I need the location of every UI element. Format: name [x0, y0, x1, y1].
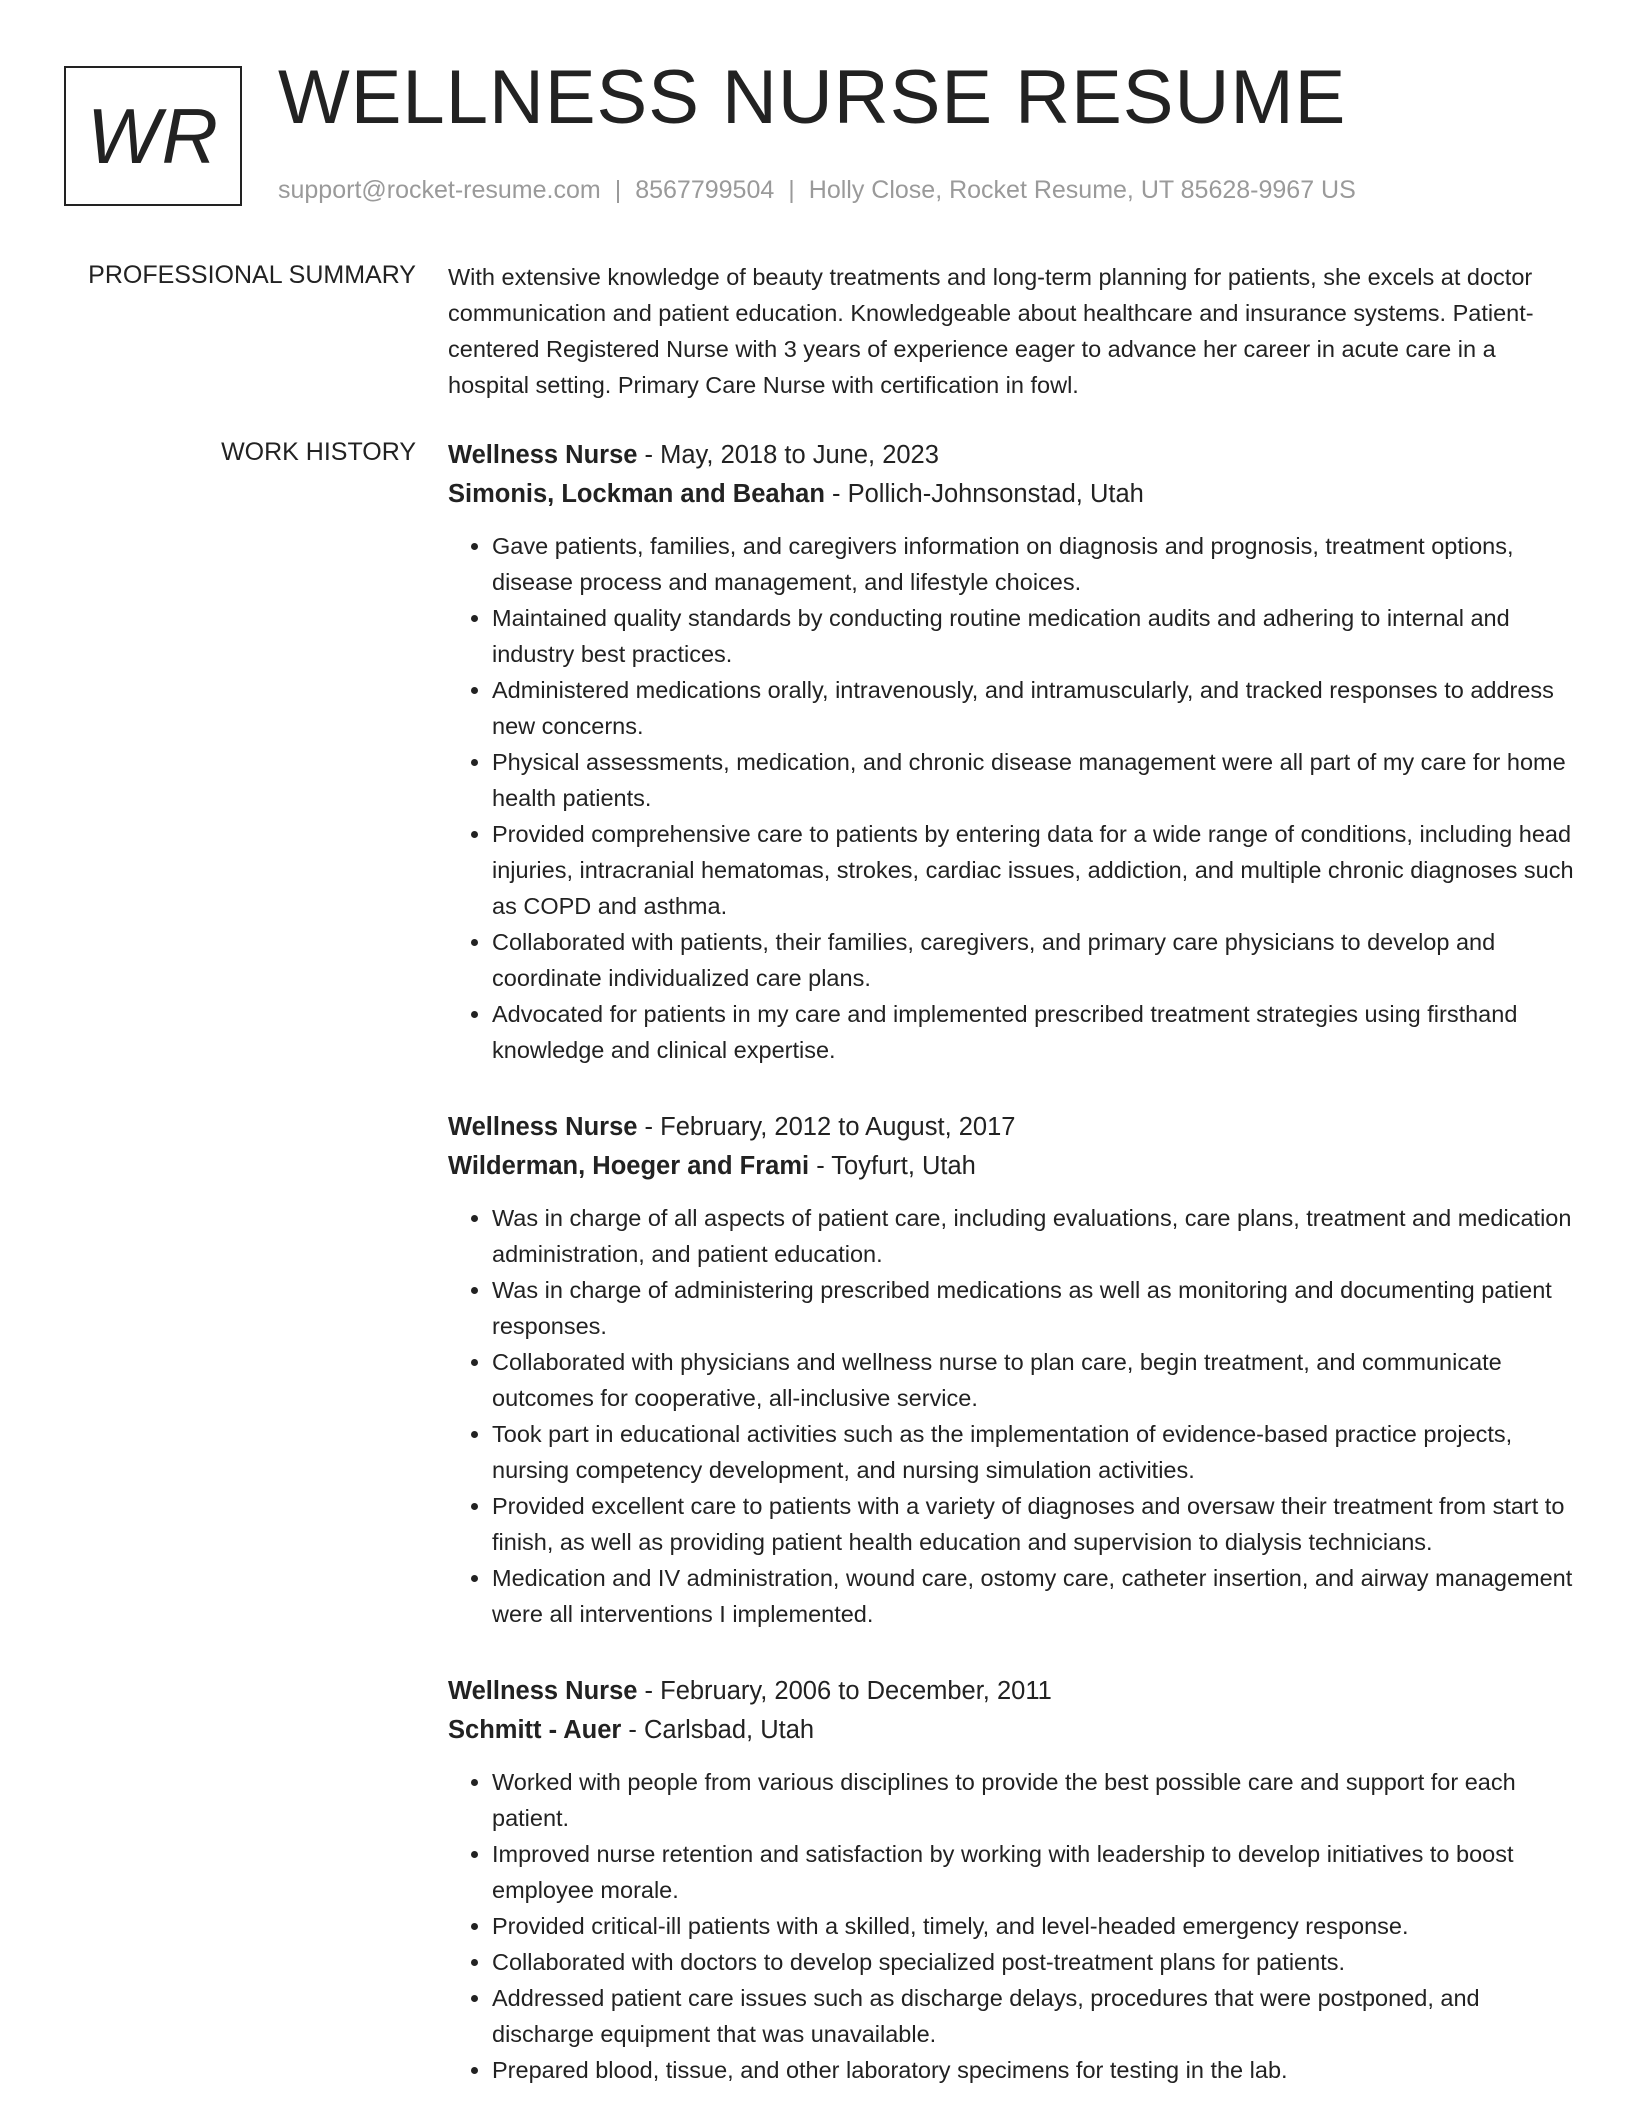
contact-phone[interactable]: 8567799504: [635, 176, 775, 204]
job-dates: - May, 2018 to June, 2023: [637, 441, 939, 469]
job-dates: - February, 2012 to August, 2017: [637, 1113, 1016, 1141]
job-company: Wilderman, Hoeger and Frami: [448, 1152, 810, 1180]
contact-address: Holly Close, Rocket Resume, UT 85628-9967 US: [808, 176, 1356, 204]
job-bullet: • Collaborated with doctors to develop specialized post-treatment plans for patients.: [492, 1944, 1578, 1980]
job-bullet: • Provided comprehensive care to patients by entering data for a wide range of conditions, including head injuries, intracranial hematomas, strokes, cardiac issues, addiction, and multiple chronic diagnoses such as COPD and asthma.: [492, 816, 1578, 924]
summary-text: With extensive knowledge of beauty treatments and long-term planning for patients, she excels at doctor communication and patient education. Knowledgeable about healthcare and insurance systems. Patient-centered Registered Nurse with 3 years of experience eager to advance her career in acute care in a hospital setting. Primary Care Nurse with certification in fowl.: [448, 264, 1534, 398]
work-history-section-label: WORK HISTORY: [221, 438, 416, 466]
job-title: Wellness Nurse: [448, 1113, 638, 1141]
job-bullet: • Was in charge of all aspects of patient care, including evaluations, care plans, treatment and medication administration, and patient education.: [492, 1200, 1578, 1272]
contact-line: [278, 176, 1356, 205]
contact-email[interactable]: support@rocket-resume.com: [278, 176, 601, 204]
job-bullet: • Addressed patient care issues such as discharge delays, procedures that were postponed, and discharge equipment that was unavailable.: [492, 1980, 1578, 2052]
job-bullet: • Improved nurse retention and satisfaction by working with leadership to develop initiatives to boost employee morale.: [492, 1836, 1578, 1908]
summary-section: [448, 259, 1578, 403]
job-title: Wellness Nurse: [448, 1677, 638, 1705]
job-bullets: [448, 528, 1578, 1068]
job-entry: [448, 436, 1578, 1068]
job-bullet: • Collaborated with physicians and wellness nurse to plan care, begin treatment, and communicate outcomes for cooperative, all-inclusive service.: [492, 1344, 1578, 1416]
job-company: Schmitt - Auer: [448, 1716, 622, 1744]
job-bullet: • Medication and IV administration, wound care, ostomy care, catheter insertion, and airway management were all interventions I implemented.: [492, 1560, 1578, 1632]
job-company-line: [448, 1147, 1578, 1186]
monogram-logo: WR: [64, 66, 242, 206]
job-entry: [448, 1672, 1578, 2088]
contact-separator: |: [788, 176, 795, 204]
work-history-section: [448, 436, 1578, 2112]
job-bullet: • Physical assessments, medication, and chronic disease management were all part of my care for home health patients.: [492, 744, 1578, 816]
job-bullet: • Administered medications orally, intravenously, and intramuscularly, and tracked responses to address new concerns.: [492, 672, 1578, 744]
job-bullet: • Maintained quality standards by conducting routine medication audits and adhering to internal and industry best practices.: [492, 600, 1578, 672]
job-title: Wellness Nurse: [448, 441, 638, 469]
job-bullet: • Gave patients, families, and caregivers information on diagnosis and prognosis, treatment options, disease process and management, and lifestyle choices.: [492, 528, 1578, 600]
job-entry: [448, 1108, 1578, 1632]
job-location: - Carlsbad, Utah: [621, 1716, 815, 1744]
job-title-line: [448, 1672, 1578, 1711]
resume-title: WELLNESS NURSE RESUME: [278, 55, 1347, 140]
job-title-line: [448, 1108, 1578, 1147]
job-title-line: [448, 436, 1578, 475]
contact-separator: |: [614, 176, 622, 204]
job-location: - Pollich-Johnsonstad, Utah: [824, 480, 1144, 508]
job-bullet: • Provided critical-ill patients with a skilled, timely, and level-headed emergency response.: [492, 1908, 1578, 1944]
job-bullets: [448, 1200, 1578, 1632]
job-bullets: [448, 1764, 1578, 2088]
job-bullet: • Took part in educational activities such as the implementation of evidence-based practice projects, nursing competency development, and nursing simulation activities.: [492, 1416, 1578, 1488]
job-location: - Toyfurt, Utah: [809, 1152, 976, 1180]
job-bullet: • Collaborated with patients, their families, caregivers, and primary care physicians to develop and coordinate individualized care plans.: [492, 924, 1578, 996]
job-bullet: • Worked with people from various disciplines to provide the best possible care and support for each patient.: [492, 1764, 1578, 1836]
job-company-line: [448, 475, 1578, 514]
job-company-line: [448, 1711, 1578, 1750]
job-dates: - February, 2006 to December, 2011: [637, 1677, 1052, 1705]
job-bullet: • Advocated for patients in my care and implemented prescribed treatment strategies using firsthand knowledge and clinical expertise.: [492, 996, 1578, 1068]
job-bullet: • Provided excellent care to patients with a variety of diagnoses and oversaw their treatment from start to finish, as well as providing patient health education and supervision to dialysis technicians.: [492, 1488, 1578, 1560]
job-bullet: • Was in charge of administering prescribed medications as well as monitoring and documenting patient responses.: [492, 1272, 1578, 1344]
summary-section-label: PROFESSIONAL SUMMARY: [88, 261, 416, 289]
job-company: Simonis, Lockman and Beahan: [448, 480, 825, 508]
job-bullet: • Prepared blood, tissue, and other laboratory specimens for testing in the lab.: [492, 2052, 1578, 2088]
